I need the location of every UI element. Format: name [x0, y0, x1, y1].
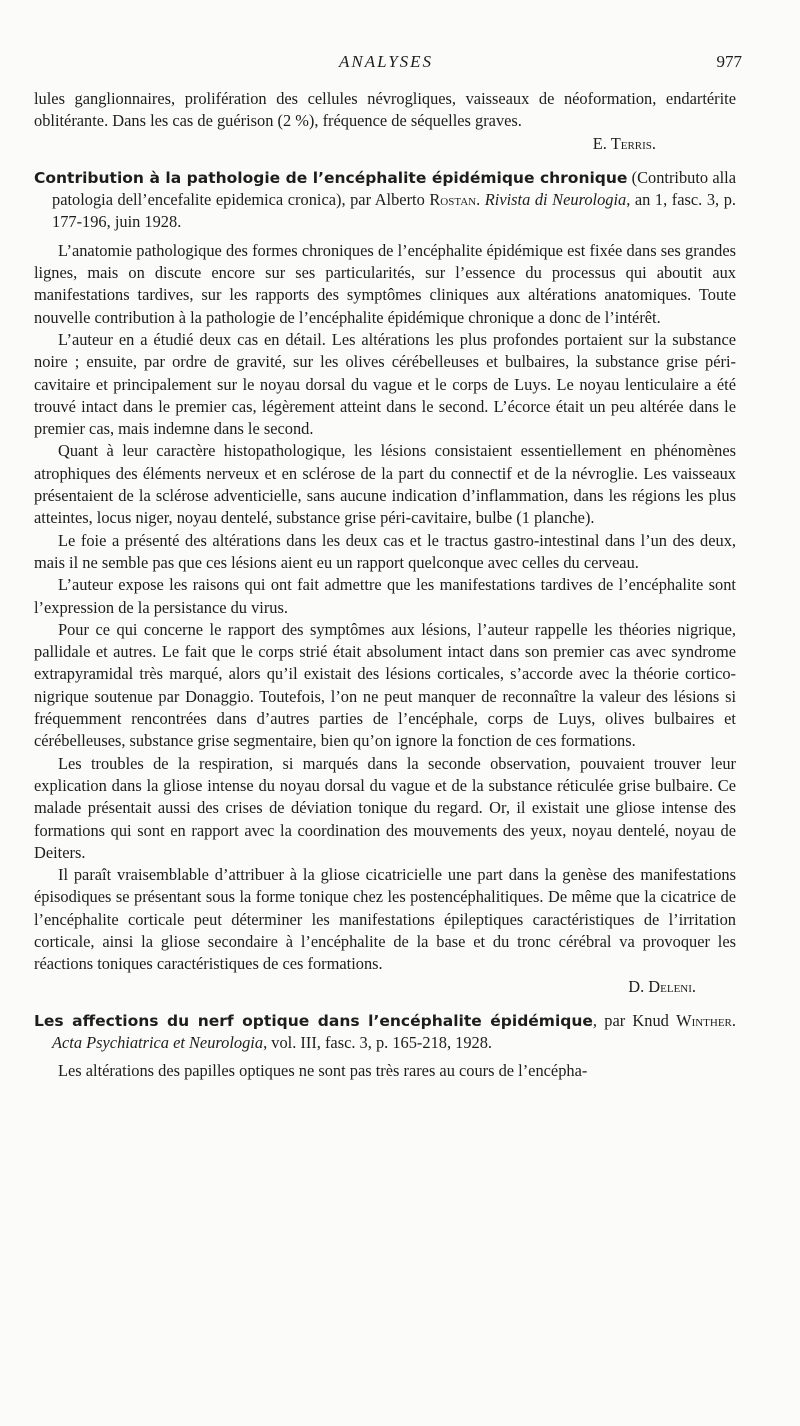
- article2-citation-pre: , par Knud: [592, 1010, 669, 1030]
- intro-paragraph: lules ganglionnaires, prolifération des cellules névrogliques, vaisseaux de néoformation, endartérite oblitérante. Dans les cas de guérison (2 %), fréquence de séquelles graves.: [34, 89, 736, 131]
- article1-paragraph: Le foie a présenté des altérations dans les deux cas et le tractus gastro-intestinal dans l’un des deux, mais il ne semble pas que ces lésions aient eu un rapport quelconque avec celles du cerveau.: [34, 530, 736, 572]
- article1-journal: Rivista di Neurologia: [484, 190, 627, 210]
- page-header: [30, 52, 742, 78]
- page-number: 977: [716, 52, 742, 71]
- article1-citation-post: , an 1, fasc. 3, p. 177-196, juin 1928.: [52, 190, 736, 232]
- article2-citation-post: , vol. III, fasc. 3, p. 165-218, 1928.: [263, 1033, 493, 1053]
- article1-signature: D. Deleni.: [628, 976, 696, 996]
- article2-author: Winther: [676, 1010, 732, 1030]
- article1-citation-pre: (Contributo alla patologia dell’encefalite epidemica cronica), par Alberto: [52, 167, 736, 210]
- article1-paragraph: Les troubles de la respiration, si marqués dans la seconde observation, pouvaient trouver leur explication dans la gliose intense du noyau dorsal du vague et de la substance réticulée grise bulbaire. Ce malade présentait aussi des crises de déviation tonique du regard. Or, il existait une gliose intense des formations qui sont en rapport avec la coordination des mouvements des yeux, noyau dentelé, noyau de Deiters.: [34, 753, 736, 862]
- article1-paragraph: L’auteur en a étudié deux cas en détail. Les altérations les plus profondes portaient sur la substance noire ; ensuite, par ordre de gravité, sur les olives cérébelleuses et bulbaires, la substance grise péri-cavitaire et principalement sur le noyau dorsal du vague et le corps de Luys. Le noyau lenticulaire a été trouvé intact dans le premier cas, légèrement atteint dans le second. L’écorce était un peu altérée dans le premier cas, mais indemne dans le second.: [34, 329, 736, 439]
- page-body: [34, 88, 736, 1083]
- article1-paragraph: L’auteur expose les raisons qui ont fait admettre que les manifestations tardives de l’encéphalite sont l’expression de la persistance du virus.: [34, 575, 736, 617]
- article1-heading: Contribution à la pathologie de l’encéphalite épidémique chronique (Contributo alla patologia dell’encefalite epidemica cronica), par Alberto Rostan. Rivista di Neurologia, an 1, fasc. 3, p. 177-196, juin 1928.: [34, 167, 736, 232]
- article1-paragraph: Pour ce qui concerne le rapport des symptômes aux lésions, l’auteur rappelle les théories nigrique, pallidale et autres. Le fait que le corps strié était absolument intact dans son premier cas avec syndrome extrapyramidal très marqué, alors qu’il existait des lésions corticales, s’accorde avec la théorie cortico-nigrique soutenue par Donaggio. Toutefois, l’on ne peut manquer de reconnaître la valeur des lésions si fréquemment rencontrées dans d’autres parties de l’encéphale, corps de Luys, olives bulbaires et cérébelleuses, substance grise segmentaire, bien qu’on ignore la fonction de ces formations.: [34, 619, 736, 751]
- article1-paragraph: Quant à leur caractère histopathologique, les lésions consistaient essentiellement en phénomènes atrophiques des éléments nerveux et en sclérose de la part du connectif et de la névroglie. Les vaisseaux présentaient de la sclérose adventicielle, sans aucune indication d’inflammation, dans les régions les plus atteintes, locus niger, noyau dentelé, substance grise péri-cavitaire, bulbe (1 planche).: [34, 441, 736, 528]
- article2-first-line: Les altérations des papilles optiques ne sont pas très rares au cours de l’encépha-: [58, 1061, 588, 1081]
- article2-heading: Les affections du nerf optique dans l’encéphalite épidémique, par Knud Winther. Acta Psychiatrica et Neurologia, vol. III, fasc. 3, p. 165-218, 1928.: [34, 1010, 736, 1053]
- article1-author: Rostan: [429, 190, 477, 210]
- article1-title: Contribution à la pathologie de l’encéphalite épidémique chronique: [34, 168, 628, 187]
- article1-paragraph: Il paraît vraisemblable d’attribuer à la gliose cicatricielle une part dans la genèse des manifestations épisodiques se présentant sous la forme tonique chez les postencéphalitiques. De même que la cicatrice de l’encéphalite corticale peut déterminer les manifestations épileptiques caractéristiques de l’irritation corticale, ainsi la gliose secondaire à l’encéphalite de la base et du tronc cérébral va provoquer les réactions toniques caractéristiques de ces formations.: [34, 865, 736, 974]
- intro-signature: E. Terris.: [592, 133, 656, 153]
- article2-journal: Acta Psychiatrica et Neurologia: [52, 1033, 264, 1053]
- article1-paragraph: L’anatomie pathologique des formes chroniques de l’encéphalite épidémique est fixée dans ses grandes lignes, mais on discute encore sur ses particularités, sur l’essence du processus qui aboutit aux manifestations tardives, sur les rapports des symptômes cliniques aux altérations anatomiques. Toute nouvelle contribution à la pathologie de l’encéphalite épidémique chronique a donc de l’intérêt.: [34, 240, 736, 327]
- running-head: ANALYSES: [338, 52, 434, 71]
- article2-title: Les affections du nerf optique dans l’encéphalite épidémique: [34, 1011, 593, 1030]
